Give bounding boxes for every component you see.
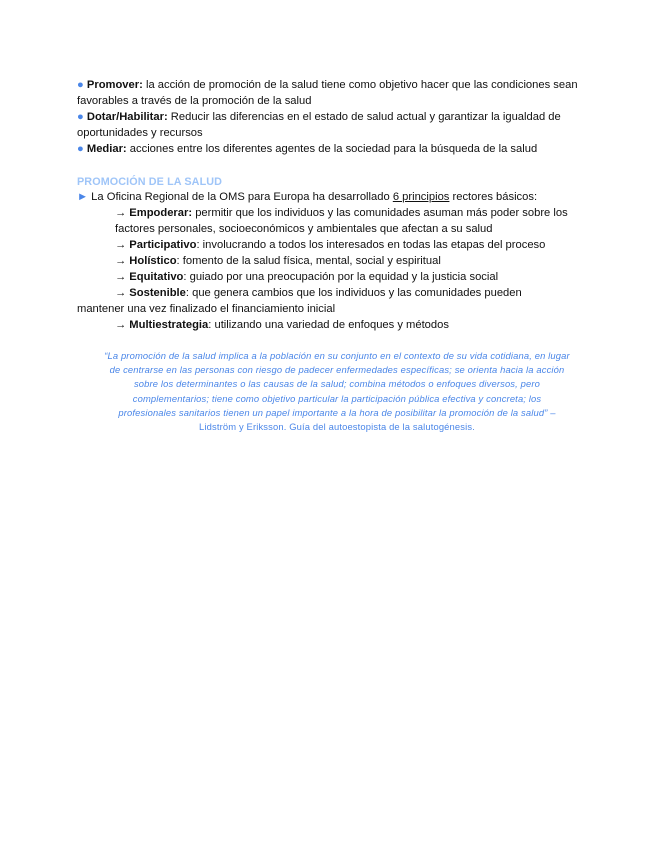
quote-line: “La promoción de la salud implica a la población en su conjunto en el contexto de su vida cotidiana, en lugar <box>104 350 570 361</box>
arrow-icon: → <box>115 271 130 283</box>
principle-term: Empoderar: <box>129 207 193 219</box>
principle-text-cont: factores personales, socioeconómicos y ambientales que afectan a su salud <box>115 223 493 235</box>
principle-text: : involucrando a todos los interesados en todas las etapas del proceso <box>196 239 546 251</box>
term-promover: Promover: <box>86 79 143 91</box>
arrow-icon: → <box>115 319 130 331</box>
principle-text: : que genera cambios que los individuos y las comunidades pueden <box>185 287 522 299</box>
list-item-promover <box>77 77 597 109</box>
term-mediar: Mediar: <box>86 143 127 155</box>
quote-source: Lidström y Eriksson. Guía del autoestopista de la salutogénesis. <box>199 421 475 433</box>
document-page <box>77 77 597 434</box>
quote-block <box>77 349 597 434</box>
principle-sostenible-cont <box>77 301 597 317</box>
principle-text: permitir que los individuos y las comunidades asuman más poder sobre los <box>192 207 568 219</box>
principle-text: : utilizando una variedad de enfoques y métodos <box>208 319 449 331</box>
principle-term: Sostenible <box>129 287 186 299</box>
quote-line: sobre los determinantes o las causas de la salud; combina métodos o enfoques diversos, pero <box>133 378 541 390</box>
principle-holistico <box>77 253 597 269</box>
principle-participativo <box>77 237 597 253</box>
list-item-mediar <box>77 141 597 157</box>
triangle-arrow-icon: ► <box>77 191 89 203</box>
intro-text-before: La Oficina Regional de la OMS para Europa ha desarrollado <box>88 191 393 203</box>
arrow-icon: → <box>115 239 130 251</box>
principle-sostenible <box>77 285 597 301</box>
term-dotar: Dotar/Habilitar: <box>86 111 168 123</box>
principios-link: 6 principios <box>392 191 450 203</box>
principle-term: Holístico <box>129 255 177 267</box>
arrow-icon: → <box>115 255 130 267</box>
principle-text-cont: mantener una vez finalizado el financiamiento inicial <box>77 303 336 315</box>
principle-term: Equitativo <box>129 271 184 283</box>
section-heading: PROMOCIÓN DE LA SALUD <box>77 176 223 188</box>
principle-term: Participativo <box>129 239 197 251</box>
text-dotar: Reducir las diferencias en el estado de salud actual y garantizar la igualdad de oportunidades y recursos <box>77 111 561 139</box>
bullet-icon: ● <box>77 111 84 123</box>
list-item-dotar <box>77 109 597 141</box>
quote-line: complementarios; tiene como objetivo particular la participación pública efectiva y concreta; los <box>132 392 542 404</box>
intro-text-after: rectores básicos: <box>449 191 538 203</box>
quote-line: de centrarse en las personas con riesgo de padecer enfermedades específicas; se orienta hacia la acción <box>109 364 565 376</box>
quote-line: profesionales sanitarios tienen un papel importante a la hora de posibilitar la promoción de la salud” – <box>118 406 556 418</box>
bullet-icon: ● <box>77 143 84 155</box>
principle-term: Multiestrategia <box>129 319 209 331</box>
principle-empoderar <box>77 205 597 237</box>
text-mediar: acciones entre los diferentes agentes de la sociedad para la búsqueda de la salud <box>126 143 538 155</box>
text-promover: la acción de promoción de la salud tiene como objetivo hacer que las condiciones sean favorables a través de la promoción de la salud <box>77 79 578 107</box>
principle-multiestrategia <box>77 317 597 333</box>
bullet-icon: ● <box>77 79 84 91</box>
principle-equitativo <box>77 269 597 285</box>
arrow-icon: → <box>115 207 130 219</box>
arrow-icon: → <box>115 287 130 299</box>
principle-text: : fomento de la salud física, mental, social y espiritual <box>176 255 441 267</box>
section-intro <box>77 189 597 205</box>
principle-text: : guiado por una preocupación por la equidad y la justicia social <box>183 271 499 283</box>
